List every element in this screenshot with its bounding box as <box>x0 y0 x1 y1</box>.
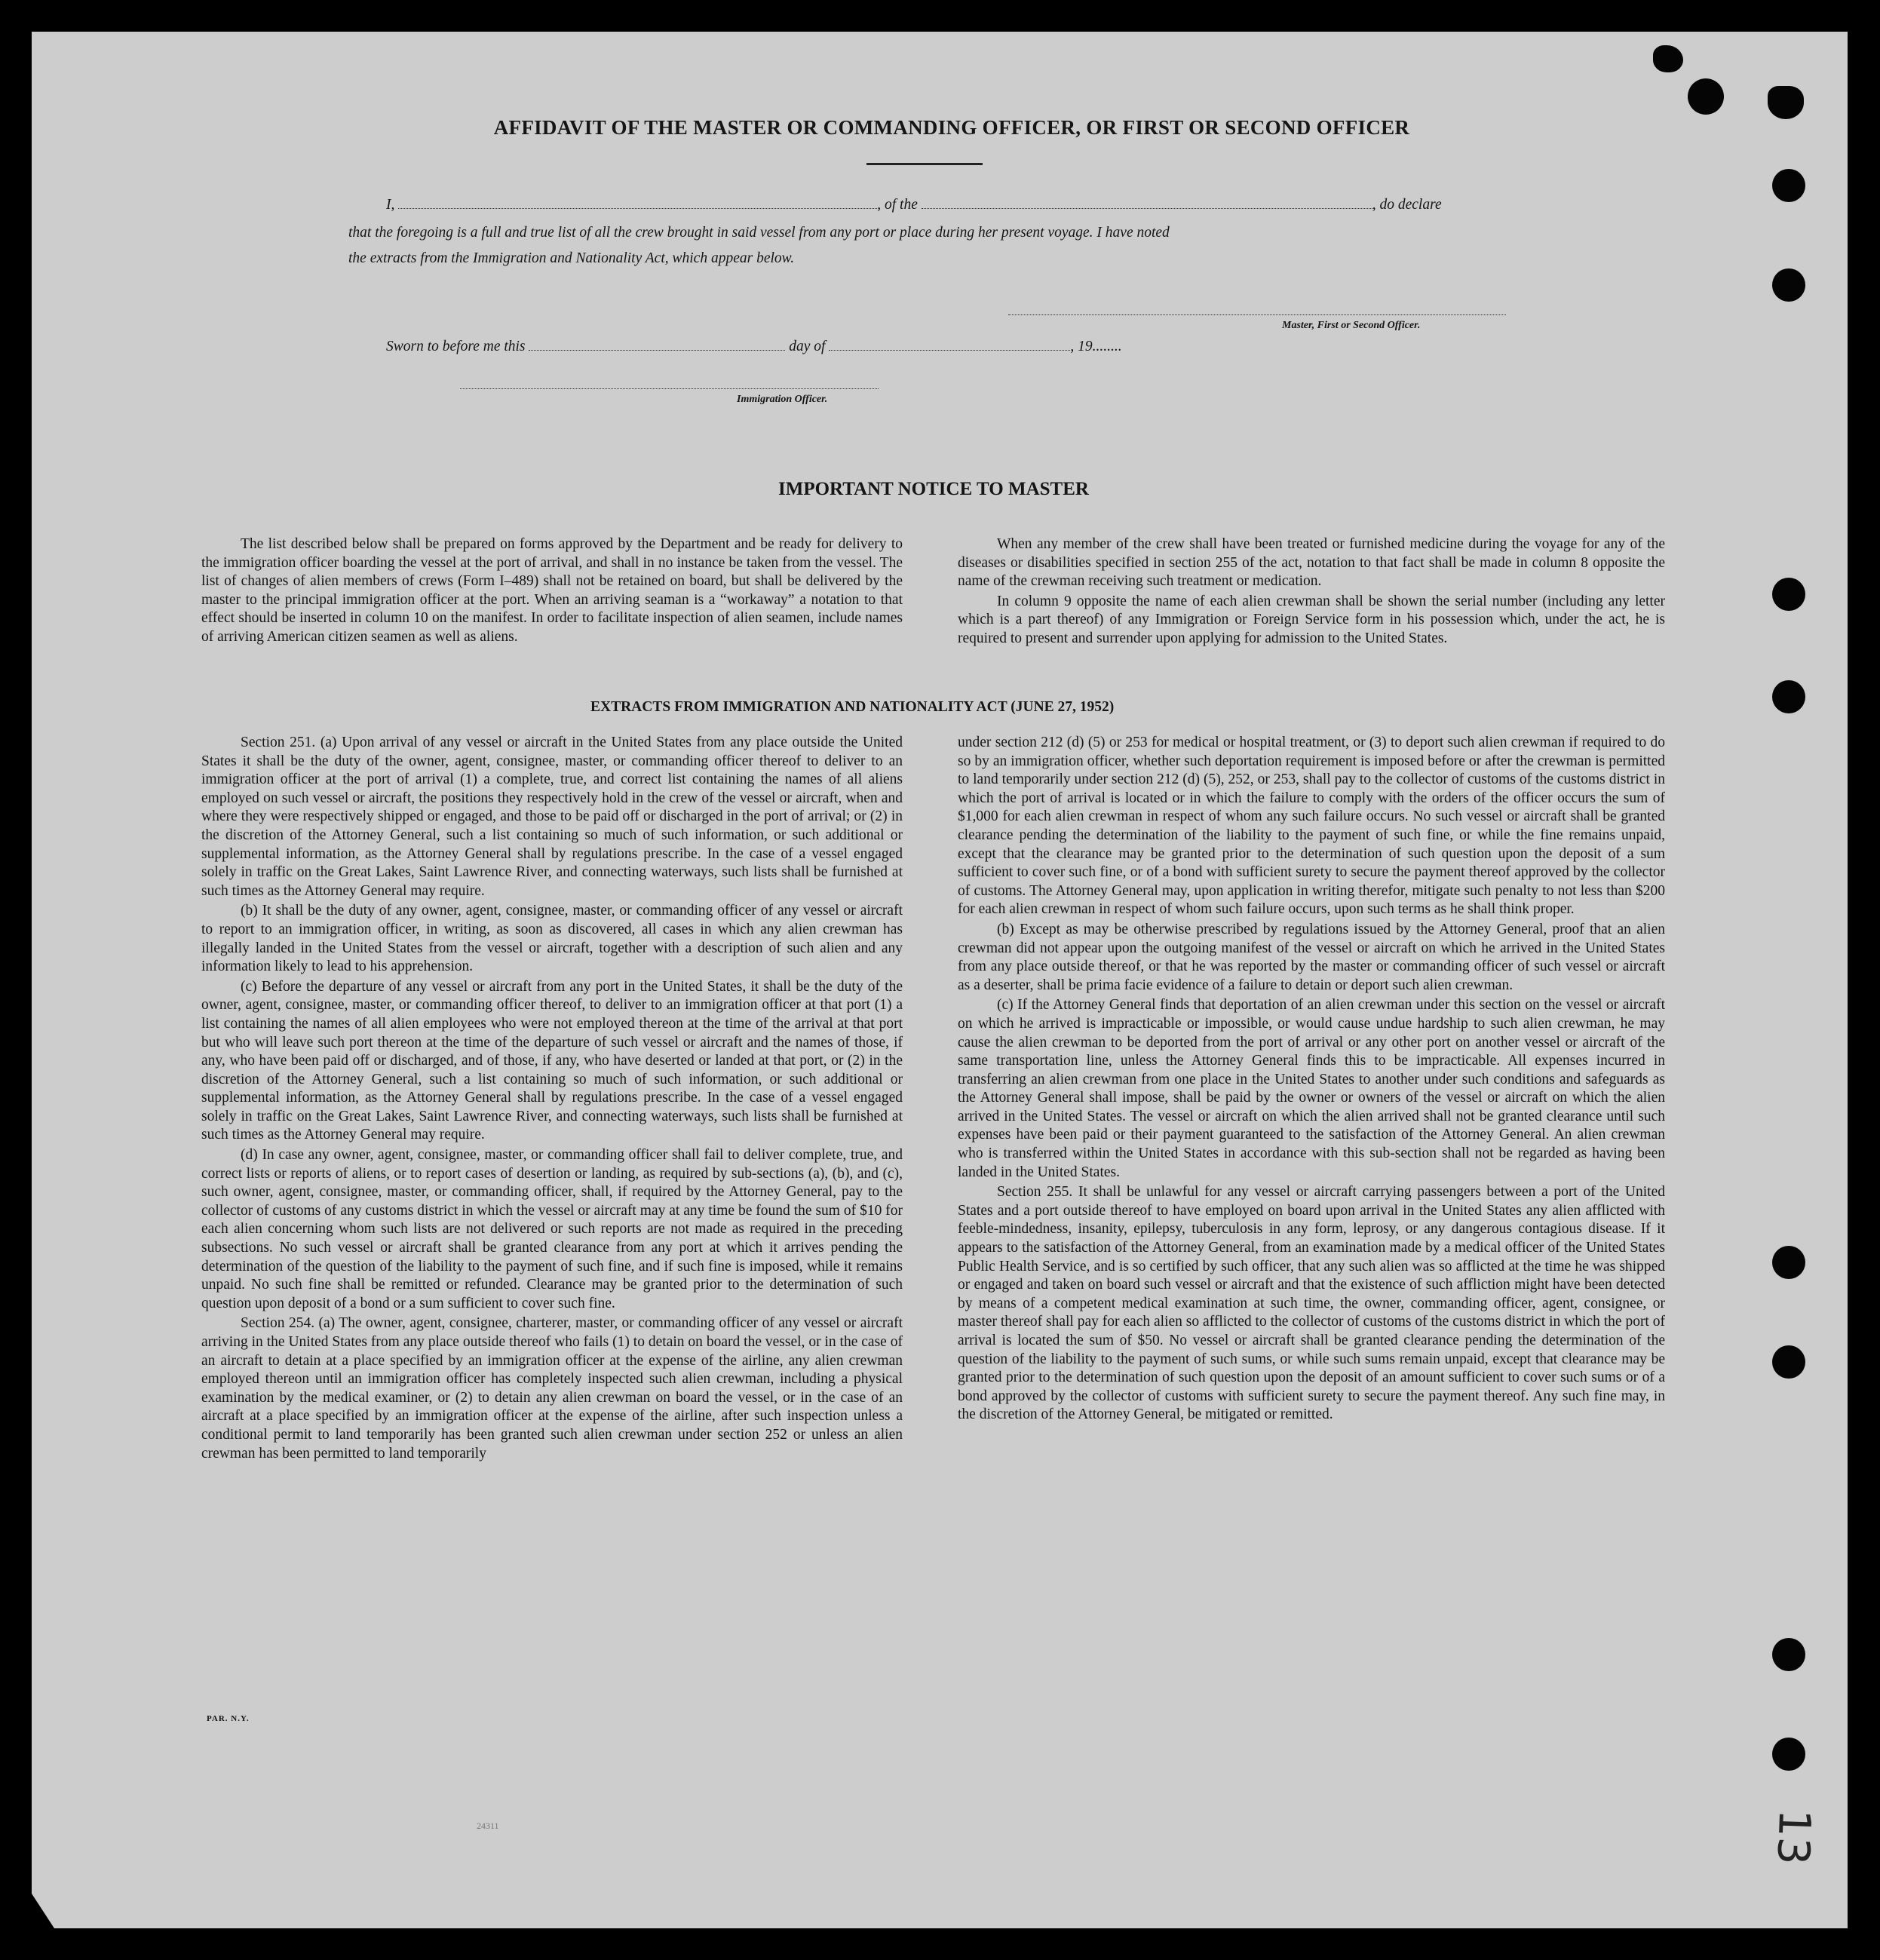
punch-hole-torn-2 <box>1688 78 1724 115</box>
handwritten-page-number: 13 <box>1767 1808 1821 1866</box>
statement-line-2: the extracts from the Immigration and Nationality Act, which appear below. <box>348 250 795 266</box>
officer-signature-line <box>460 388 879 389</box>
declaration-line <box>386 197 1442 213</box>
punch-hole <box>1772 1638 1805 1671</box>
notice-heading: IMPORTANT NOTICE TO MASTER <box>778 479 1089 499</box>
notice-right-column <box>958 535 1665 650</box>
section-254-c: (c) If the Attorney General finds that deportation of an alien crewman under this section on the vessel or aircraft on which he arrived is impracticable or impossible, or would cause undue hardship to such alien crewman, he may cause the alien crewman to be deported from the port of arrival or any other port on another vessel or aircraft of the same transportation line, unless the Attorney General finds this to be impracticable. All expenses incurred in transferring an alien crewman from one place in the United States to another under such conditions and safeguards as the Attorney General shall impose, shall be paid by the owner or owners of the vessel or aircraft on which the alien arrived in the United States. The vessel or aircraft on which the alien arrived shall not be granted clearance until such expenses have been paid or their payment guaranteed to the satisfaction of the Attorney General. An alien crewman who is transferred within the United States in accordance with this sub-section shall not be regarded as having been landed in the United States. <box>958 997 1665 1180</box>
section-251-a: Section 251. (a) Upon arrival of any vessel or aircraft in the United States from any place outside the United States it shall be the duty of the owner, agent, consignee, master, or commanding officer thereof to deliver to an immigration officer at the port of arrival (1) a complete, true, and correct list containing the names of all aliens employed on such vessel or aircraft, the positions they respectively hold in the crew of the vessel or aircraft, when and where they were respectively shipped or engaged, and those to be paid off or discharged in the port of arrival; or (2) in the discretion of the Attorney General, such a list containing so much of such information, or such additional or supplemental information, as the Attorney General shall by regulations prescribe. In the case of a vessel engaged solely in traffic on the Great Lakes, Saint Lawrence River, and connecting waterways, such lists shall be furnished at such times as the Attorney General may require. <box>201 735 903 899</box>
notice-right-paragraph-1: When any member of the crew shall have been treated or furnished medicine during the voyage for any of the diseases or disabilities specified in section 255 of the act, notation to that fact shall be made in column 8 opposite the name of the crewman receiving such treatment or medication. <box>958 536 1665 590</box>
section-251-b: (b) It shall be the duty of any owner, agent, consignee, master, or commanding officer of any vessel or aircraft to report to an immigration officer, in writing, as soon as discovered, all cases in which any alien crewman has illegally landed in the United States from the vessel or aircraft, together with a description of such alien and any information likely to lead to his apprehension. <box>201 903 903 975</box>
punch-hole <box>1772 1345 1805 1379</box>
declaration-do-declare: , do declare <box>1372 197 1442 213</box>
notice-left-column <box>201 535 903 649</box>
section-254-a: Section 254. (a) The owner, agent, consignee, charterer, master, or commanding officer of any vessel or aircraft arriving in the United States from any place outside thereof who fails (1) to detain on board the vessel, or in the case of an aircraft to detain at a place specified by an immigration officer at the expense of the airline, any alien crewman employed thereon until an immigration officer has completely inspected such alien crewman, including a physical examination by the medical examiner, or (2) to detain any alien crewman on board the vessel, or in the case of an aircraft at a place specified by an immigration officer at the expense of the airline, after such inspection unless a conditional permit to land temporarily has been granted such alien crewman under section 252 or unless an alien crewman has been permitted to land temporarily <box>201 1315 903 1462</box>
sworn-line <box>386 339 1122 355</box>
sworn-prefix: Sworn to before me this <box>386 339 526 354</box>
name-blank <box>398 198 877 209</box>
sworn-day-blank <box>529 339 785 351</box>
punch-hole <box>1772 1246 1805 1279</box>
document-page <box>32 32 1848 1928</box>
punch-hole <box>1772 578 1805 611</box>
section-254-b: (b) Except as may be otherwise prescribed by regulations issued by the Attorney General, proof that an alien crewman did not appear upon the outgoing manifest of the vessel or aircraft on which he arrived in the United States from any place outside thereof, or that he was reported by the master or commanding officer of such vessel or aircraft as a deserter, shall be prima facie evidence of a failure to detain or deport such alien crewman. <box>958 921 1665 993</box>
sworn-month-blank <box>829 339 1070 351</box>
punch-hole <box>1772 1738 1805 1771</box>
faint-stamp: 24311 <box>477 1820 499 1831</box>
extracts-heading: EXTRACTS FROM IMMIGRATION AND NATIONALITY ACT (JUNE 27, 1952) <box>590 699 1115 715</box>
statement-line-1: that the foregoing is a full and true list of all the crew brought in said vessel from any port or place during her present voyage. I have noted <box>348 225 1170 241</box>
master-caption: Master, First or Second Officer. <box>1282 320 1421 331</box>
punch-hole <box>1772 680 1805 713</box>
declaration-of-the: , of the <box>877 197 918 213</box>
master-signature-line <box>1008 314 1506 315</box>
affidavit-title: AFFIDAVIT OF THE MASTER OR COMMANDING OFFICER, OR FIRST OR SECOND OFFICER <box>493 116 1410 139</box>
extracts-left-column <box>201 734 903 1465</box>
section-251-d: (d) In case any owner, agent, consignee, master, or commanding officer shall fail to deliver complete, true, and correct lists or reports of aliens, or to report cases of desertion or landing, as required by sub-sections (a), (b), and (c), such owner, agent, consignee, master, or commanding officer, shall, if required by the Attorney General, pay to the collector of customs of any customs district in which the vessel or aircraft may at any time be found the sum of $10 for each alien concerning whom such lists are not delivered or such reports are not made as required in the preceding subsections. No such vessel or aircraft shall be granted clearance from any port at which it arrives pending the determination of the question of the liability to the payment of such fine, and if such fine is imposed, while it remains unpaid. No such fine shall be remitted or refunded. Clearance may be granted prior to the determination of such question upon deposit of a bond or a sum sufficient to cover such fine. <box>201 1147 903 1311</box>
notice-left-paragraph: The list described below shall be prepared on forms approved by the Department and be ready for delivery to the immigration officer boarding the vessel at the port of arrival, and shall in no instance be taken from the vessel. The list of changes of alien members of crews (Form I–489) shall not be retained on board, but shall be delivered by the master to the principal immigration officer at the port. When an arriving seaman is a “workaway” a notation to that effect should be inserted in column 10 on the manifest. In order to facilitate inspection of alien seamen, include names of arriving American citizen seamen as well as aliens. <box>201 536 903 645</box>
officer-caption: Immigration Officer. <box>737 394 828 405</box>
printer-mark: PAR. N.Y. <box>207 1714 250 1723</box>
vessel-blank <box>922 198 1372 209</box>
section-254-a-continued: under section 212 (d) (5) or 253 for medical or hospital treatment, or (3) to deport such alien crewman if required to do so by an immigration officer, whether such deportation requirement is imposed before or after the crewman is permitted to land temporarily under section 212 (d) (5), 252, or 253, shall pay to the collector of customs of the customs district in which the port of arrival is located or in which the failure to comply with the orders of the officer occurs the sum of $1,000 for each alien crewman in respect of whom any such failure occurs. No such vessel or aircraft shall be granted clearance pending the determination of the liability to the payment of such fine, or while the fine remains unpaid, except that the clearance may be granted prior to the determination of such question upon the deposit of a sum sufficient to cover such fine, or of a bond with sufficient surety to secure the payment thereof approved by the collector of customs. The Attorney General may, upon application in writing therefor, mitigate such penalty to not less than $200 for each alien crewman in respect of whom such failure occurs, upon such terms as he shall think proper. <box>958 735 1665 918</box>
torn-corner <box>32 1894 54 1928</box>
punch-hole-torn-1 <box>1653 45 1683 72</box>
sworn-year: , 19........ <box>1070 339 1122 354</box>
punch-hole <box>1772 169 1805 202</box>
punch-hole <box>1772 268 1805 302</box>
sworn-day-of: day of <box>789 339 826 354</box>
punch-hole-torn-3 <box>1768 86 1804 119</box>
section-255: Section 255. It shall be unlawful for any vessel or aircraft carrying passengers between a port of the United States and a port outside thereof to have employed on board upon arrival in the United States any alien afflicted with feeble-mindedness, insanity, epilepsy, tuberculosis in any form, leprosy, or any dangerous contagious disease. If it appears to the satisfaction of the Attorney General, from an examination made by a medical officer of the United States Public Health Service, and is so certified by such officer, that any such alien was so afflicted at the time he was shipped or engaged and taken on board such vessel or aircraft and that the existence of such affliction might have been detected by means of a competent medical examination at such time, the owner, commanding officer, agent, consignee, or master thereof shall pay for each alien so afflicted to the collector of customs of the customs district in which the port of arrival is located the sum of $50. No vessel or aircraft shall be granted clearance pending the determination of the question of the liability to the payment of such sums, or while such sums remain unpaid, except that clearance may be granted prior to the determination of such question upon the deposit of an amount sufficient to cover such sums or of a bond approved by the collector of customs with sufficient surety to secure the payment thereof. Any such fine may, in the discretion of the Attorney General, be mitigated or remitted. <box>958 1184 1665 1423</box>
title-rule <box>866 163 983 165</box>
section-251-c: (c) Before the departure of any vessel or aircraft from any port in the United States, it shall be the duty of the owner, agent, consignee, master, or commanding officer thereof, to deliver to an immigration officer at that port (1) a list containing the names of all alien employees who were not employed thereon at the time of the arrival at that port but who will leave such port thereon at the time of the departure of such vessel or aircraft and the names of those, if any, who have been paid off or discharged, and of those, if any, who have deserted or landed at that port, or (2) in the discretion of the Attorney General, such a list containing so much of such information, or such additional or supplemental information, as the Attorney General shall by regulations prescribe. In the case of a vessel engaged solely in traffic on the Great Lakes, Saint Lawrence River, and connecting waterways, such lists shall be furnished at such times as the Attorney General may require. <box>201 978 903 1143</box>
declaration-i: I, <box>386 197 395 213</box>
notice-right-paragraph-2: In column 9 opposite the name of each alien crewman shall be shown the serial number (including any letter which is a part thereof) of any Immigration or Foreign Service form in his possession which, under the act, he is required to present and surrender upon applying for admission to the United States. <box>958 593 1665 646</box>
extracts-right-column <box>958 734 1665 1426</box>
